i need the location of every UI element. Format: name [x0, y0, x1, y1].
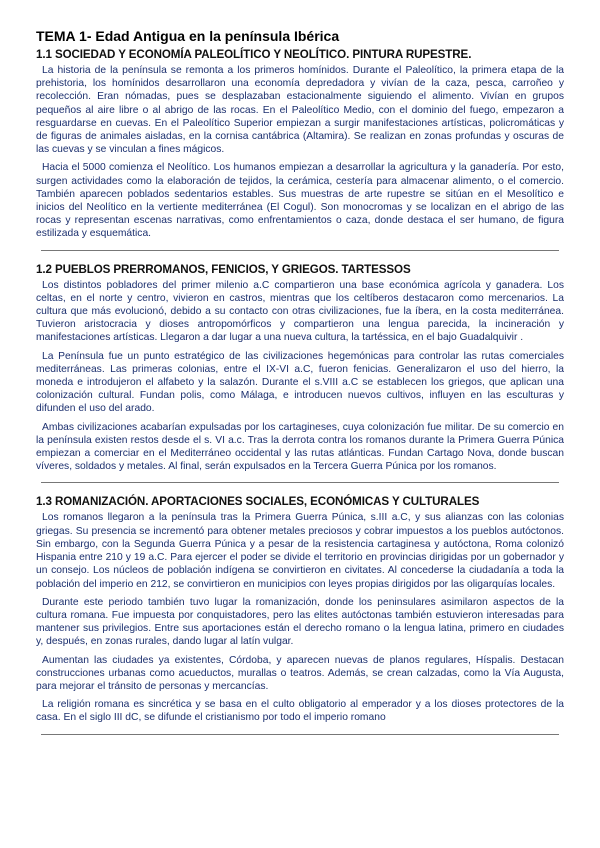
document-page: [36, 28, 564, 746]
paragraph: La historia de la península se remonta a los primeros homínidos. Durante el Paleolítico, la primera etapa de la prehistoria, los homínidos desarrollaron una economía depredadora y vivían de la caza, pesca, carroñeo y recolección. Eran nómadas, pues se desplazaban estacionalmente siguiendo el alimento. Vivían en grupos pequeños al aire libre o al abrigo de las rocas. En el Paleolítico Medio, con el dominio del fuego, empezaron a resguardarse en cuevas. En el Paleolítico Superior empiezan a surgir manifestaciones artísticas, policromáticas y de figuras de animales aisladas, en la cornisa cantábrica (Altamira). Se realizan en zonas profundas y oscuras de las cuevas y se vinculan a fines mágicos.: [36, 65, 564, 156]
paragraph: Aumentan las ciudades ya existentes, Córdoba, y aparecen nuevas de planos regulares, Híspalis. Destacan construcciones urbanas como acueductos, murallas o teatros. Además, se crean calzadas, como la Vía Augusta, para mejorar el tránsito de personas y mercancías.: [36, 654, 564, 692]
section-divider: [41, 482, 559, 483]
paragraph: Los romanos llegaron a la península tras la Primera Guerra Púnica, s.III a.C, y sus alianzas con las colonias griegas. Su presencia se incrementó para obtener metales preciosos y cobrar impuestos a los pueblos autóctonos. Sin embargo, con la Segunda Guerra Púnica y a pesar de la resistencia cartaginesa y autóctona, Roma colonizó Hispania entre 210 y 19 a.C. Para ejercer el poder se divide el territorio en provincias dirigidas por un gobernador y un consejo. Los núcleos de población indígena se convirtieron en civitates. Al concederse la ciudadanía a toda la población del imperio en 212, se convirtieron en municipios con leyes propias dirigidos por las oligarquías locales.: [36, 512, 564, 590]
paragraph: La Península fue un punto estratégico de las civilizaciones hegemónicas para controlar las rutas comerciales mediterráneas. Las primeras colonias, entre el IX-VI a.C, fueron fenicias. Generalizaron el uso del hierro, la moneda e introdujeron el alfabeto y la salazón. Durante el s.VIII a.C se establecen los griegos, que aplican una colonización cultural. Fundan polis, como Málaga, e introducen nuevos cultivos, influyen en las esculturas y difunden el uso del arado.: [36, 350, 564, 415]
section-heading: 1.2 PUEBLOS PRERROMANOS, FENICIOS, Y GRIEGOS. TARTESSOS: [36, 262, 411, 276]
section-divider: [41, 250, 559, 251]
paragraph: Durante este periodo también tuvo lugar la romanización, donde los peninsulares asimilaron aspectos de la cultura romana. Fue impuesta por conquistadores, pero las elites autóctonas también estuvieron interesadas para mantener sus privilegios. Entre sus aportaciones están el derecho romano o la lengua latina, primero en ciudades y, después, en zonas rurales, dando lugar al latín vulgar.: [36, 596, 564, 648]
section-pueblos-prerromanos: [36, 262, 564, 474]
paragraph: Hacia el 5000 comienza el Neolítico. Los humanos empiezan a desarrollar la agricultura y la ganadería. Por esto, surgen actividades como la elaboración de tejidos, la cerámica, cestería para almacenar alimento, o el comercio. También aparecen poblados sedentarios estables. Sus muestras de arte rupestre se sitúan en el Mesolítico e inicios del Neolítico en la vertiente mediterránea (El Cogul). Son monocromas y se localizan en el abrigo de las rocas y representan escenas narrativas, como enfrentamientos o caza, donde destaca el ser humano, de figura estilizada y esquemática.: [36, 162, 564, 240]
section-divider: [41, 734, 559, 735]
section-paleolitico-neolitico: [36, 47, 564, 241]
section-heading: 1.3 ROMANIZACIÓN. APORTACIONES SOCIALES, ECONÓMICAS Y CULTURALES: [36, 495, 480, 509]
section-heading: 1.1 SOCIEDAD Y ECONOMÍA PALEOLÍTICO Y NEOLÍTICO. PINTURA RUPESTRE.: [36, 48, 472, 61]
paragraph: Los distintos pobladores del primer milenio a.C compartieron una base económica agrícola y ganadera. Los celtas, en el norte y centro, vivieron en castros, mientras que los celtíberos destacaron como mercenarios. La cultura que más evolucionó, debido a su contacto con otras civilizaciones, fue la íbera, en la costa mediterránea. Tuvieron aristocracia y dioses antropomórficos y compartieron una lengua parecida, la incineración y manifestaciones artísticas. Llegaron a dar lugar a una nueva cultura, la tartéssica, en el bajo Guadalquivir .: [36, 279, 564, 344]
section-romanizacion: [36, 494, 564, 724]
paragraph: La religión romana es sincrética y se basa en el culto obligatorio al emperador y a los dioses protectores de la casa. En el siglo III dC, se difunde el cristianismo por todo el imperio romano: [36, 699, 564, 724]
document-title: TEMA 1- Edad Antigua en la península Ibérica: [36, 28, 340, 44]
paragraph: Ambas civilizaciones acabarían expulsadas por los cartagineses, cuya colonización fue militar. De su comercio en la península existen restos desde el s. VI a.c. Tras la derrota contra los romanos durante la Primera Guerra Púnica empiezan a comerciar en el Mediterráneo occidental y las rutas atlánticas. Fundan Cartago Nova, donde buscan víveres, soldados y metales. Al final, serán expulsados en la Tercera Guerra Púnica por los romanos.: [36, 421, 564, 473]
